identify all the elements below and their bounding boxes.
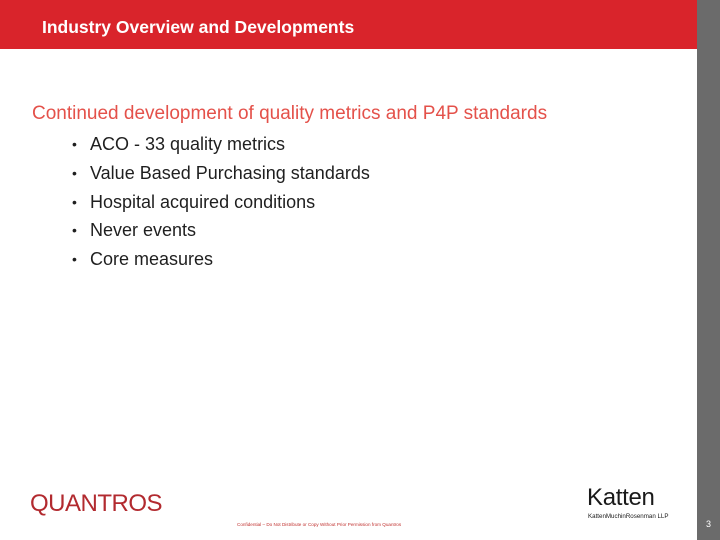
katten-logo: Katten <box>587 484 655 511</box>
bullet-text: ACO - 33 quality metrics <box>90 134 286 154</box>
bullet-dot-icon: • <box>72 251 77 268</box>
katten-logo-subtitle: KattenMuchinRosenman LLP <box>588 513 669 520</box>
bullet-dot-icon: • <box>72 193 77 210</box>
bullet-text: Core measures <box>90 249 214 270</box>
bullet-text: Hospital acquired conditions <box>90 191 316 212</box>
slide-subtitle: Continued development of quality metrics and P4P standards <box>32 103 548 124</box>
bullet-dot-icon: • <box>72 136 77 152</box>
bullet-dot-icon: • <box>72 164 77 181</box>
confidential-notice: Confidential – Do Not Distribute or Copy Without Prior Permission from Quantros <box>237 522 402 527</box>
page-number: 3 <box>705 519 711 529</box>
slide-title: Industry Overview and Developments <box>42 17 355 37</box>
bullet-text: Never events <box>90 220 197 241</box>
bullet-text: Value Based Purchasing standards <box>90 162 370 183</box>
quantros-logo: QUANTROS <box>30 490 163 517</box>
bullet-dot-icon: • <box>72 222 77 239</box>
right-stripe <box>697 0 720 540</box>
